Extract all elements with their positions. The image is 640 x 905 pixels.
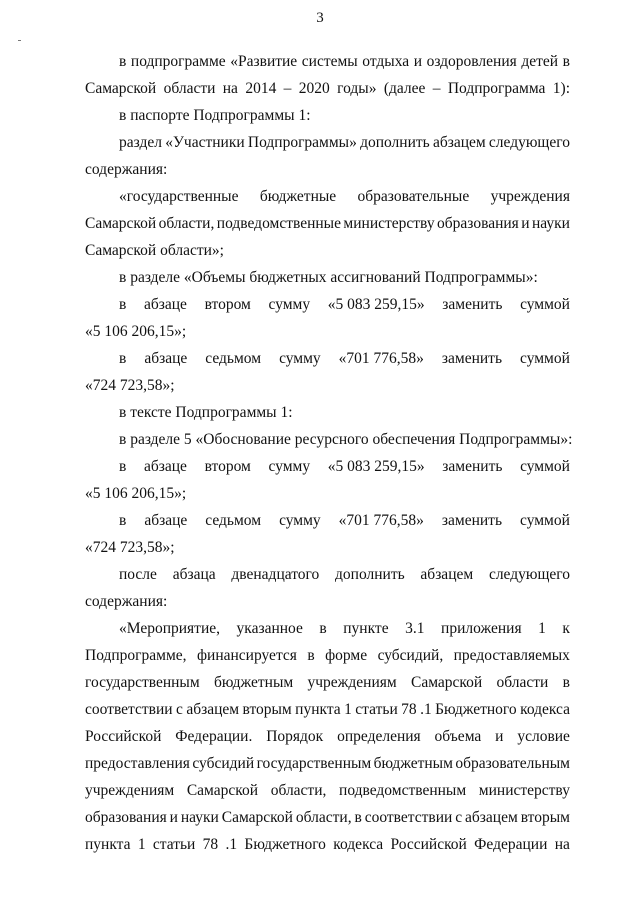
word: годы» xyxy=(337,80,377,97)
word: науки xyxy=(531,215,570,232)
word: «701 776,58» xyxy=(338,512,424,529)
word: «5 083 259,15» xyxy=(327,458,425,475)
word: «Мероприятие, xyxy=(119,620,220,637)
word: в xyxy=(562,53,570,70)
word: области, xyxy=(158,215,215,232)
word: науки xyxy=(180,809,219,826)
word: области, xyxy=(270,782,327,799)
word: суммой xyxy=(520,458,570,475)
word: соответствии xyxy=(85,701,173,718)
word: бюджетные xyxy=(259,188,337,205)
word: 1 xyxy=(344,701,352,718)
word: седьмом xyxy=(205,512,262,529)
word: Бюджетного xyxy=(435,701,517,718)
word: субсидий, xyxy=(377,647,444,664)
word: и xyxy=(169,809,178,826)
text-line: «724 723,58»; xyxy=(85,539,175,556)
word: в xyxy=(119,296,127,313)
text-line xyxy=(85,700,570,720)
word: образовательным xyxy=(455,755,570,772)
word: абзаца xyxy=(172,566,216,583)
text-line xyxy=(119,457,570,477)
word: суммой xyxy=(520,296,570,313)
word: вторым xyxy=(242,701,292,718)
word: на xyxy=(222,80,238,97)
word: Подпрограмма xyxy=(447,80,546,97)
text-line: «5 106 206,15»; xyxy=(85,485,187,502)
word: области xyxy=(163,80,216,97)
word: 1 xyxy=(538,620,546,637)
text-line xyxy=(119,52,570,72)
word: образовательные xyxy=(357,188,470,205)
word: Порядок xyxy=(266,728,324,745)
word: Самарской xyxy=(85,80,157,97)
word: государственным xyxy=(85,674,200,691)
text-line xyxy=(119,295,570,315)
word: определения xyxy=(337,728,421,745)
word: с xyxy=(455,809,463,826)
word: пункте xyxy=(343,620,389,637)
word: министерству xyxy=(478,782,570,799)
word: учреждениям xyxy=(307,674,397,691)
word: в xyxy=(354,809,362,826)
text-line: в разделе «Объемы бюджетных ассигнований Подпрограммы»: xyxy=(119,269,538,286)
word: статьи xyxy=(355,701,398,718)
word: и xyxy=(413,53,422,70)
word: Федерации xyxy=(474,836,548,853)
text-line: содержания: xyxy=(85,593,168,610)
word: в xyxy=(307,647,315,664)
word: пункта xyxy=(295,701,341,718)
text-line: содержания: xyxy=(85,161,168,178)
text-line xyxy=(85,214,570,234)
word: системы xyxy=(301,53,358,70)
word: Федерации. xyxy=(175,728,253,745)
word: абзаце xyxy=(144,512,188,529)
word: Самарской xyxy=(410,674,483,691)
word: .1 xyxy=(225,836,238,853)
word: заменить xyxy=(441,350,503,367)
word: следующего xyxy=(488,134,570,151)
word: двенадцатого xyxy=(231,566,320,583)
word: образования xyxy=(437,215,519,232)
word: Бюджетного xyxy=(244,836,326,853)
word: учреждениям xyxy=(85,782,175,799)
word: Российской xyxy=(390,836,467,853)
text-line xyxy=(85,808,570,828)
word: сумму xyxy=(279,512,321,529)
word: объема xyxy=(434,728,482,745)
word: «государственные xyxy=(119,188,239,205)
word: Подпрограммы» xyxy=(247,134,357,151)
word: в xyxy=(119,458,127,475)
word: субсидий xyxy=(192,755,255,772)
word: Российской xyxy=(85,728,162,745)
word: образования xyxy=(85,809,167,826)
word: «701 776,58» xyxy=(338,350,424,367)
word: сумму xyxy=(279,350,321,367)
margin-mark xyxy=(18,40,21,41)
word: седьмом xyxy=(205,350,262,367)
word: «Участники xyxy=(165,134,245,151)
word: Самарской xyxy=(85,215,157,232)
word: 78 xyxy=(202,836,219,853)
word: и xyxy=(495,728,504,745)
text-line xyxy=(85,835,570,855)
word: дополнить xyxy=(360,134,430,151)
text-line xyxy=(85,754,570,774)
word: отдыха xyxy=(362,53,410,70)
word: кодекса xyxy=(333,836,384,853)
text-line xyxy=(85,781,570,801)
word: на xyxy=(554,836,570,853)
text-line xyxy=(119,187,570,207)
text-line xyxy=(119,619,570,639)
word: бюджетным xyxy=(213,674,294,691)
word: сумму xyxy=(268,458,311,475)
word: в xyxy=(562,674,570,691)
text-line xyxy=(119,565,570,585)
word: соответствии xyxy=(364,809,453,826)
word: – xyxy=(432,80,441,97)
word: финансируется xyxy=(196,647,297,664)
word: учреждения xyxy=(490,188,570,205)
word: суммой xyxy=(520,512,570,529)
word: бюджетным xyxy=(373,755,453,772)
word: с xyxy=(176,701,183,718)
word: заменить xyxy=(441,512,503,529)
word: раздел xyxy=(119,134,162,151)
word: предоставления xyxy=(85,755,190,772)
text-line xyxy=(85,727,570,747)
word: абзаце xyxy=(143,458,187,475)
word: области xyxy=(496,674,549,691)
word: в xyxy=(119,350,127,367)
word: Самарской xyxy=(186,782,259,799)
word: 2014 xyxy=(245,80,277,97)
word: абзацем xyxy=(465,809,518,826)
page-number: 3 xyxy=(316,10,324,26)
word: заменить xyxy=(442,458,503,475)
word: кодекса xyxy=(520,701,570,718)
word: предоставляемых xyxy=(453,647,570,664)
word: пункта xyxy=(85,836,131,853)
text-line: Самарской области»; xyxy=(85,242,224,259)
text-line xyxy=(119,349,570,369)
word: абзацем xyxy=(420,566,474,583)
word: «Развитие xyxy=(230,53,298,70)
word: сумму xyxy=(268,296,311,313)
word: государственным xyxy=(256,755,372,772)
word: 78 xyxy=(401,701,417,718)
text-line: в тексте Подпрограммы 1: xyxy=(119,404,293,421)
word: подведомственные xyxy=(216,215,341,232)
text-line xyxy=(119,133,570,153)
word: 1 xyxy=(137,836,146,853)
word: вторым xyxy=(520,809,570,826)
text-line: в разделе 5 «Обоснование ресурсного обеспечения Подпрограммы»: xyxy=(119,431,573,448)
word: «5 083 259,15» xyxy=(327,296,425,313)
text-line xyxy=(85,646,570,666)
text-line xyxy=(85,673,570,693)
word: подведомственным xyxy=(339,782,467,799)
word: условие xyxy=(517,728,570,745)
word: в xyxy=(119,53,127,70)
word: Подпрограмме, xyxy=(85,647,187,664)
word: 2020 xyxy=(298,80,330,97)
text-line xyxy=(85,79,570,99)
word: абзаце xyxy=(144,350,188,367)
word: и xyxy=(521,215,530,232)
word: к xyxy=(562,620,570,637)
text-line: в паспорте Подпрограммы 1: xyxy=(119,107,311,124)
text-line: «724 723,58»; xyxy=(85,377,175,394)
word: заменить xyxy=(442,296,503,313)
word: указанное xyxy=(236,620,303,637)
word: форме xyxy=(325,647,368,664)
text-line: «5 106 206,15»; xyxy=(85,323,187,340)
word: 3.1 xyxy=(405,620,425,637)
word: (далее xyxy=(383,80,426,97)
word: в xyxy=(319,620,327,637)
word: абзаце xyxy=(143,296,187,313)
text-line xyxy=(119,511,570,531)
word: втором xyxy=(204,296,251,313)
word: втором xyxy=(204,458,251,475)
word: Самарской xyxy=(221,809,293,826)
word: суммой xyxy=(520,350,570,367)
word: следующего xyxy=(488,566,570,583)
word: дополнить xyxy=(335,566,405,583)
word: министерству xyxy=(343,215,435,232)
word: абзацем xyxy=(432,134,486,151)
word: абзацем xyxy=(186,701,240,718)
word: оздоровления xyxy=(426,53,517,70)
word: .1 xyxy=(420,701,432,718)
word: 1): xyxy=(552,80,570,97)
word: детей xyxy=(521,53,559,70)
word: в xyxy=(119,512,127,529)
word: после xyxy=(119,566,157,583)
word: подпрограмме xyxy=(130,53,226,70)
word: области, xyxy=(295,809,352,826)
word: статьи xyxy=(152,836,196,853)
word: приложения xyxy=(441,620,522,637)
word: – xyxy=(283,80,292,97)
